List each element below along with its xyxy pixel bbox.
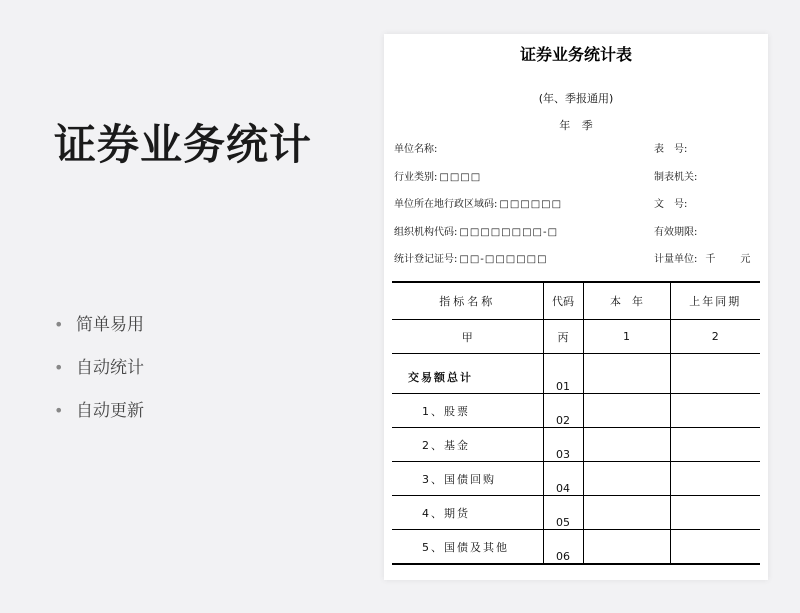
field-suffix: 元 [740, 254, 751, 265]
indicator-name: 2、基金 [392, 428, 543, 462]
indicator-name: 4、期货 [392, 496, 543, 530]
feature-item [54, 312, 144, 355]
feature-list [54, 312, 144, 441]
field-label: 单位所在地行政区域码: [394, 199, 498, 210]
column-header: 上年同期 [670, 282, 760, 320]
column-header: 指标名称 [392, 282, 543, 320]
current-year-cell[interactable] [583, 496, 670, 530]
bullet-icon: • [54, 358, 64, 377]
table-index-row [392, 320, 760, 354]
feature-label: 简单易用 [76, 315, 144, 335]
field-region-code [394, 195, 562, 210]
indicator-name: 3、国债回购 [392, 462, 543, 496]
table-row [392, 428, 760, 462]
field-industry [394, 168, 481, 183]
field-registration-no [394, 250, 548, 265]
index-cell: 丙 [543, 320, 583, 354]
field-issuer [654, 168, 699, 183]
current-year-cell[interactable] [583, 428, 670, 462]
field-label: 统计登记证号: [394, 254, 458, 265]
field-unit [654, 250, 750, 265]
document-title: 证券业务统计表 [519, 45, 632, 64]
feature-item [54, 398, 144, 441]
field-org-code [394, 223, 558, 238]
table-row [392, 530, 760, 565]
field-label: 有效期限: [654, 227, 698, 238]
page-title: 证券业务统计 [54, 120, 313, 169]
indicator-name: 交易额总计 [392, 360, 543, 394]
prior-year-cell[interactable] [670, 462, 760, 496]
indicator-code: 06 [543, 530, 583, 565]
indicator-name: 1、股票 [392, 394, 543, 428]
column-header: 本 年 [583, 282, 670, 320]
field-value: □□□□□□□□-□ [459, 227, 559, 238]
table-row [392, 360, 760, 394]
indicator-name: 5、国债及其他 [392, 530, 543, 565]
prior-year-cell[interactable] [670, 394, 760, 428]
field-form-no [654, 140, 689, 155]
field-value: □□-□□□□□□ [459, 254, 548, 265]
table-row [392, 394, 760, 428]
index-cell: 1 [583, 320, 670, 354]
field-value: 千 [705, 254, 717, 265]
field-value: □□□□ [439, 172, 482, 183]
field-label: 行业类别: [394, 172, 438, 183]
feature-label: 自动更新 [76, 401, 144, 421]
feature-label: 自动统计 [76, 358, 144, 378]
prior-year-cell[interactable] [670, 530, 760, 565]
indicator-code: 04 [543, 462, 583, 496]
document-preview [384, 34, 768, 580]
table-header-row [392, 282, 760, 320]
field-value: □□□□□□ [499, 199, 563, 210]
current-year-cell[interactable] [583, 394, 670, 428]
field-valid-period [654, 223, 699, 238]
current-year-cell[interactable] [583, 530, 670, 565]
field-label: 组织机构代码: [394, 227, 458, 238]
prior-year-cell[interactable] [670, 496, 760, 530]
bullet-icon: • [54, 315, 64, 334]
index-cell: 2 [670, 320, 760, 354]
feature-item [54, 355, 144, 398]
bullet-icon: • [54, 401, 64, 420]
report-period: 年 季 [559, 119, 593, 132]
current-year-cell[interactable] [583, 462, 670, 496]
field-label: 计量单位: [654, 254, 698, 265]
field-label: 制表机关: [654, 172, 698, 183]
prior-year-cell[interactable] [670, 428, 760, 462]
field-unit-name [394, 140, 439, 155]
indicator-code: 03 [543, 428, 583, 462]
field-label: 单位名称: [394, 144, 438, 155]
table-row [392, 462, 760, 496]
field-label: 表 号: [654, 144, 688, 155]
indicator-code: 01 [543, 360, 583, 394]
index-cell: 甲 [392, 320, 543, 354]
column-header: 代码 [543, 282, 583, 320]
table-row [392, 496, 760, 530]
indicator-code: 02 [543, 394, 583, 428]
prior-year-cell[interactable] [670, 360, 760, 394]
field-label: 文 号: [654, 199, 688, 210]
field-document-no [654, 195, 689, 210]
indicator-code: 05 [543, 496, 583, 530]
statistics-table [392, 281, 760, 565]
document-subtitle: (年、季报通用) [538, 92, 614, 105]
current-year-cell[interactable] [583, 360, 670, 394]
